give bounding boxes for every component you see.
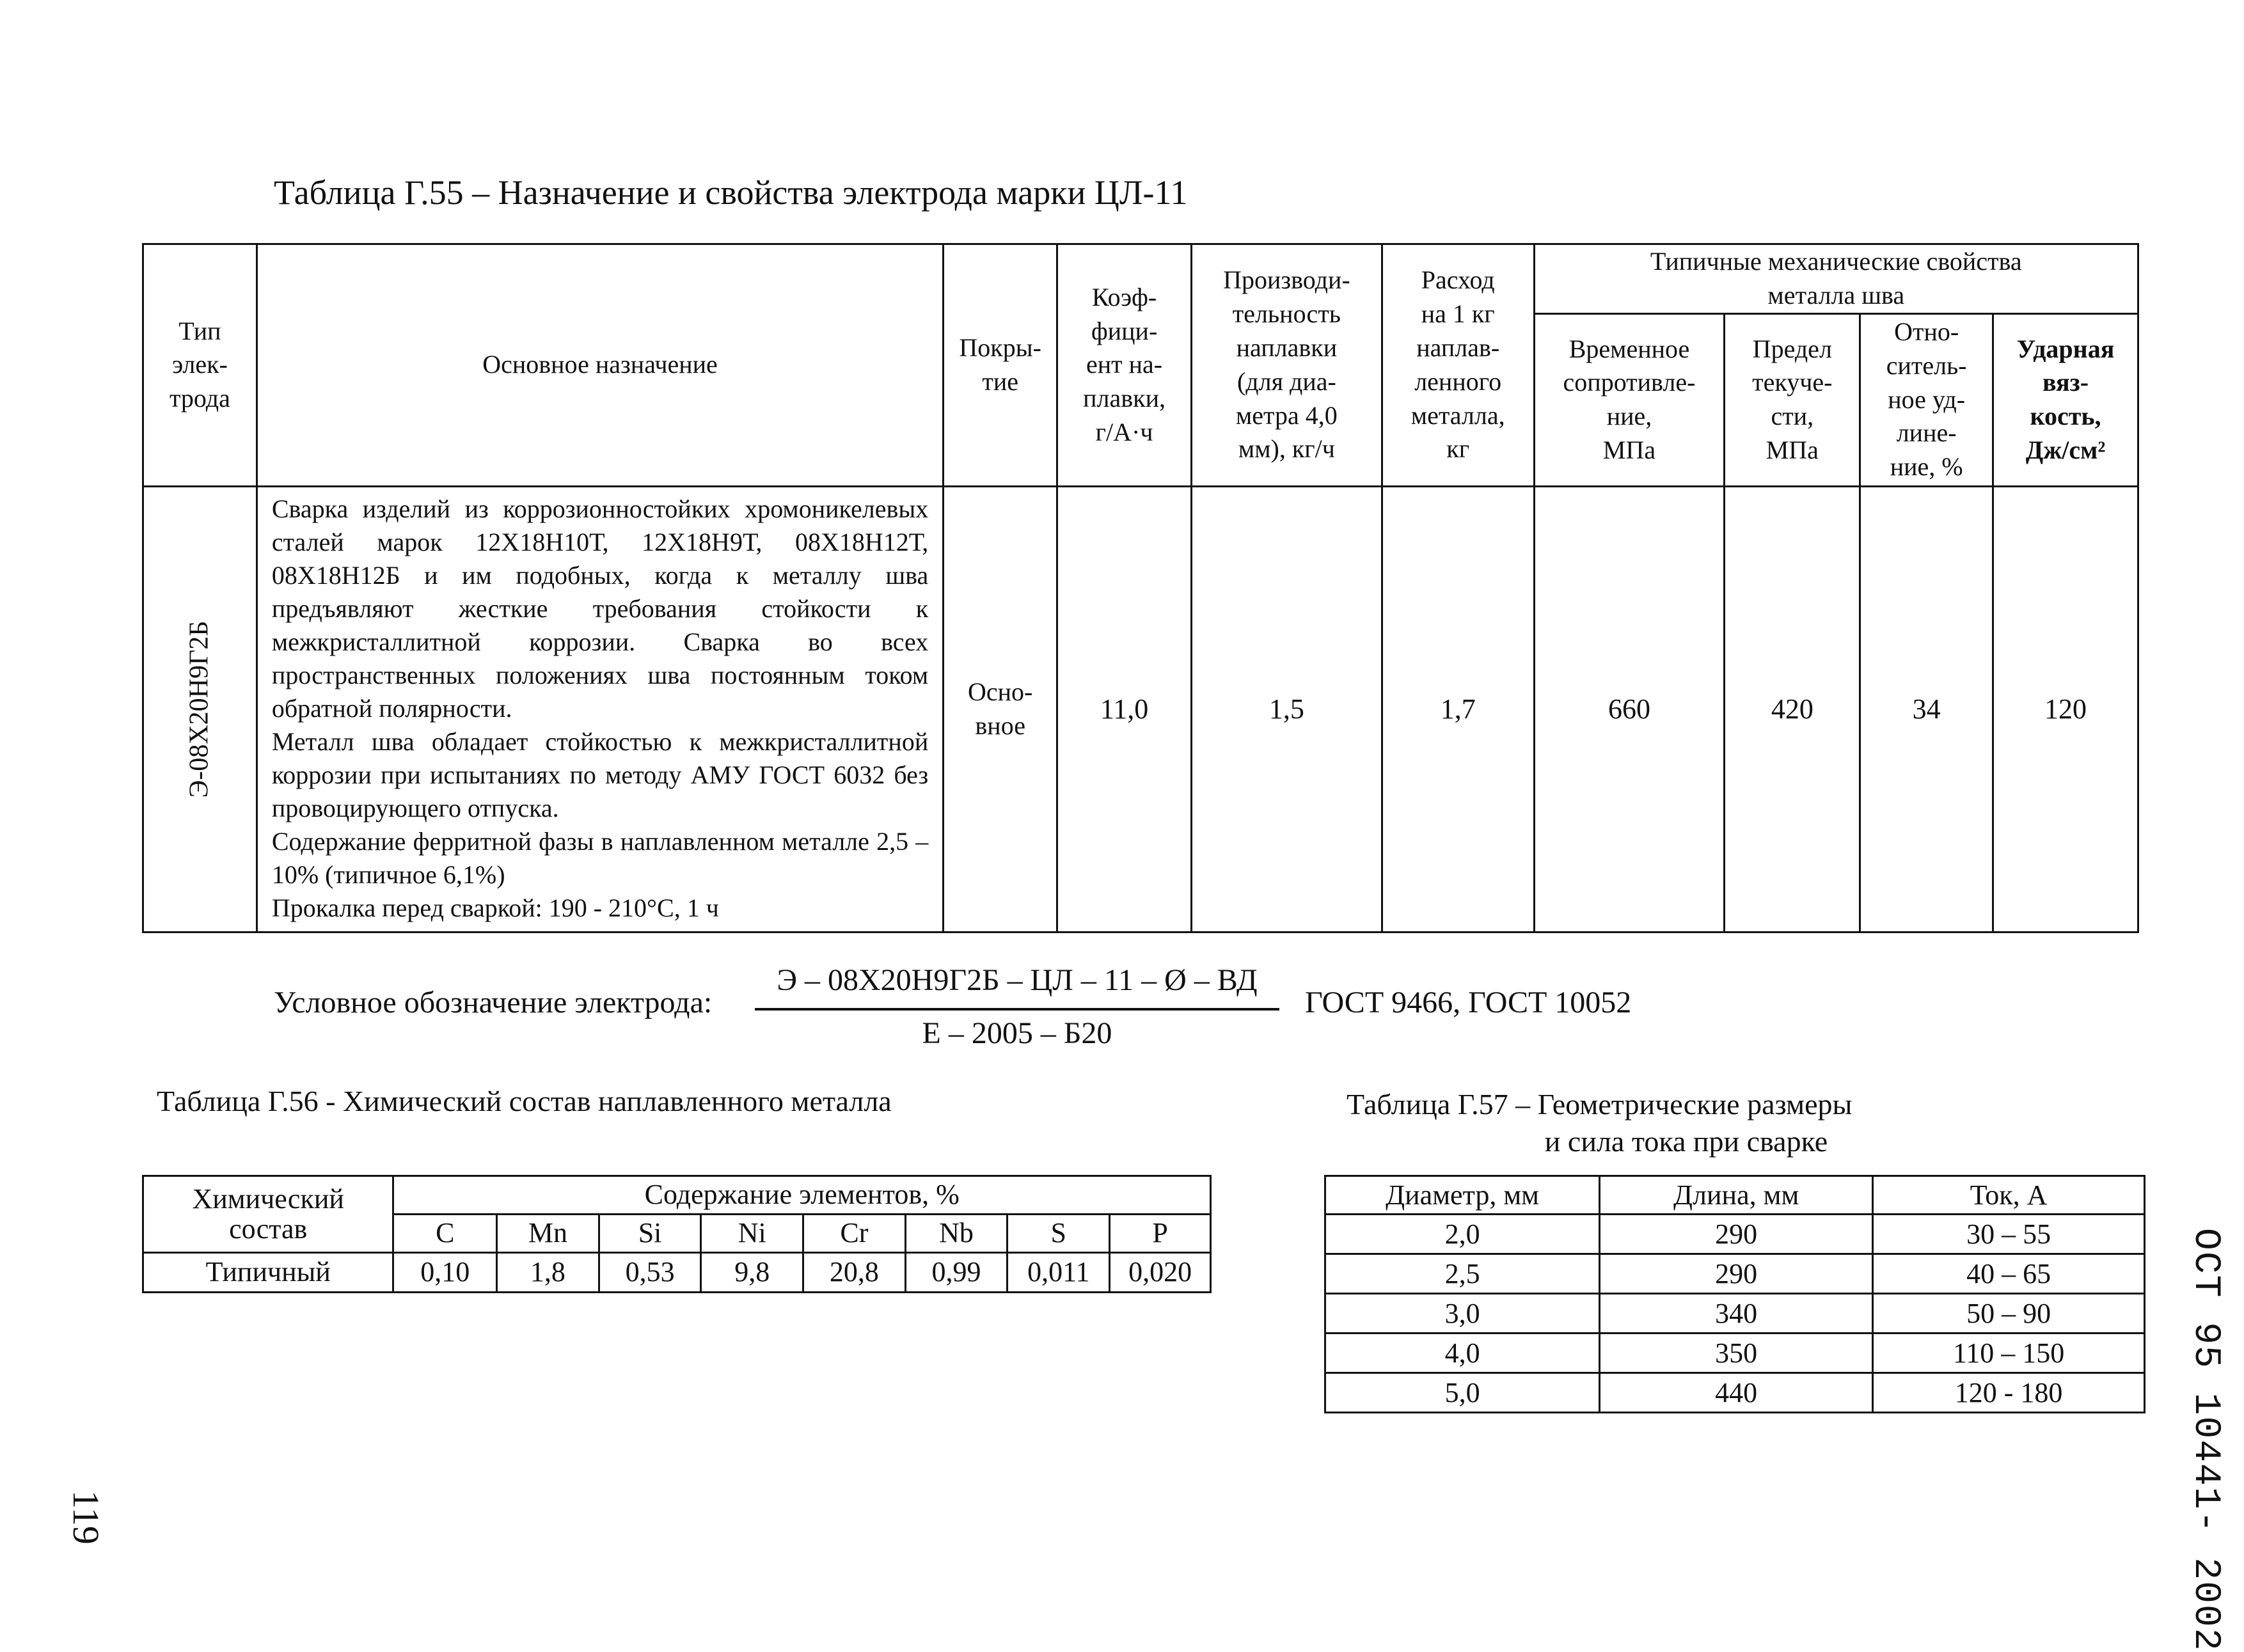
header-tensile: Временное сопротивле- ние, МПа [1534, 313, 1725, 486]
element-symbol: Mn [497, 1215, 599, 1253]
purpose-paragraph: Металл шва обладает стойкостью к межкристаллитной коррозии при испытаниях по методу АМУ ГОСТ 6032 без провоцирующего отпуска. [271, 727, 929, 822]
element-value: 0,020 [1110, 1253, 1211, 1293]
header-purpose: Основное назначение [257, 244, 943, 487]
table-57-title-line1: Таблица Г.57 – Геометрические размеры [1347, 1088, 1853, 1121]
element-value: 0,99 [905, 1253, 1007, 1293]
current-value: 40 – 65 [1873, 1254, 2145, 1294]
length-value: 340 [1600, 1294, 1873, 1333]
element-value: 1,8 [497, 1253, 599, 1293]
current-value: 30 – 55 [1873, 1215, 2145, 1254]
header-elongation: Отно- ситель- ное уд- лине- ние, % [1860, 313, 1993, 486]
size-header-length: Длина, мм [1600, 1176, 1873, 1215]
purpose-paragraph: Содержание ферритной фазы в наплавленном металле 2,5 – 10% (типичное 6,1%) [271, 826, 929, 889]
diameter-value: 2,5 [1325, 1254, 1600, 1294]
table-57 [1324, 1175, 2145, 1413]
electrode-type-cell [143, 486, 257, 932]
table-56-title: Таблица Г.56 - Химический состав наплавленного металла [157, 1085, 892, 1117]
coef-value: 11,0 [1057, 486, 1192, 932]
purpose-cell [257, 486, 943, 932]
length-value: 290 [1600, 1215, 1873, 1254]
element-symbol: P [1110, 1215, 1211, 1253]
yield-value: 420 [1725, 486, 1860, 932]
purpose-paragraph: Сварка изделий из коррозионностойких хромоникелевых сталей марок 12Х18Н10Т, 12Х18Н9Т, 08Х18Н12Т, 08Х18Н12Б и им подобных, когда к металлу шва предъявляют жесткие требования стойкости к межкристаллитной коррозии. Сварка во всех пространственных положениях шва постоянным током обратной полярности. [271, 494, 929, 723]
size-header-current: Ток, А [1873, 1176, 2145, 1215]
diameter-value: 3,0 [1325, 1294, 1600, 1333]
diameter-value: 5,0 [1325, 1373, 1600, 1413]
designation-numerator: Э – 08Х20Н9Г2Б – ЦЛ – 11 – Ø – ВД [777, 963, 1258, 997]
consumption-value: 1,7 [1382, 486, 1534, 932]
header-yield: Предел текуче- сти, МПа [1725, 313, 1860, 486]
diameter-value: 4,0 [1325, 1333, 1600, 1373]
element-value: 9,8 [701, 1253, 803, 1293]
designation-label: Условное обозначение электрода: [274, 986, 713, 1019]
header-mech-group: Типичные механические свойства металла шва [1534, 244, 2138, 314]
table-55-title: Таблица Г.55 – Назначение и свойства электрода марки ЦЛ-11 [274, 173, 1188, 212]
table-55 [142, 243, 2139, 933]
coating-value: Осно- вное [944, 486, 1057, 932]
table-57-title-line2: и сила тока при сварке [1544, 1125, 1828, 1158]
table-56 [142, 1175, 1212, 1293]
current-value: 110 – 150 [1873, 1333, 2145, 1373]
current-value: 50 – 90 [1873, 1294, 2145, 1333]
element-symbol: S [1007, 1215, 1110, 1253]
length-value: 290 [1600, 1254, 1873, 1294]
elongation-value: 34 [1860, 486, 1993, 932]
length-value: 350 [1600, 1333, 1873, 1373]
document-code: ОСТ 95 10441- 2002 [2185, 1228, 2226, 1652]
element-value: 20,8 [803, 1253, 906, 1293]
element-symbol: Cr [803, 1215, 906, 1253]
impact-value: 120 [1993, 486, 2138, 932]
header-productivity: Производи- тельность наплавки (для диа- метра 4,0 мм), кг/ч [1191, 244, 1382, 487]
size-header-diameter: Диаметр, мм [1325, 1176, 1600, 1215]
current-value: 120 - 180 [1873, 1373, 2145, 1413]
element-value: 0,53 [599, 1253, 701, 1293]
tensile-value: 660 [1534, 486, 1725, 932]
header-coef: Коэф- фици- ент на- плавки, г/А·ч [1057, 244, 1192, 487]
diameter-value: 2,0 [1325, 1215, 1600, 1254]
productivity-value: 1,5 [1191, 486, 1382, 932]
header-type: Тип элек- трода [143, 244, 257, 487]
fraction-bar [755, 1008, 1279, 1011]
purpose-paragraph: Прокалка перед сваркой: 190 - 210°С, 1 ч [271, 893, 719, 922]
chem-header-left: Химический состав [143, 1176, 393, 1253]
header-coating: Покры- тие [944, 244, 1057, 487]
chem-header-group: Содержание элементов, % [393, 1176, 1211, 1215]
designation-denominator: Е – 2005 – Б20 [922, 1016, 1112, 1050]
designation-standards: ГОСТ 9466, ГОСТ 10052 [1305, 986, 1632, 1019]
length-value: 440 [1600, 1373, 1873, 1413]
header-consumption: Расход на 1 кг наплав- ленного металла, кг [1382, 244, 1534, 487]
element-value: 0,10 [393, 1253, 497, 1293]
page-number: 119 [65, 1490, 107, 1545]
header-impact: Ударная вяз- кость, Дж/см² [1993, 313, 2138, 486]
element-symbol: Ni [701, 1215, 803, 1253]
element-symbol: Nb [905, 1215, 1007, 1253]
element-symbol: Si [599, 1215, 701, 1253]
element-value: 0,011 [1007, 1253, 1110, 1293]
chem-row-label: Типичный [143, 1253, 393, 1293]
electrode-type: Э-08Х20Н9Г2Б [184, 620, 214, 798]
element-symbol: C [393, 1215, 497, 1253]
